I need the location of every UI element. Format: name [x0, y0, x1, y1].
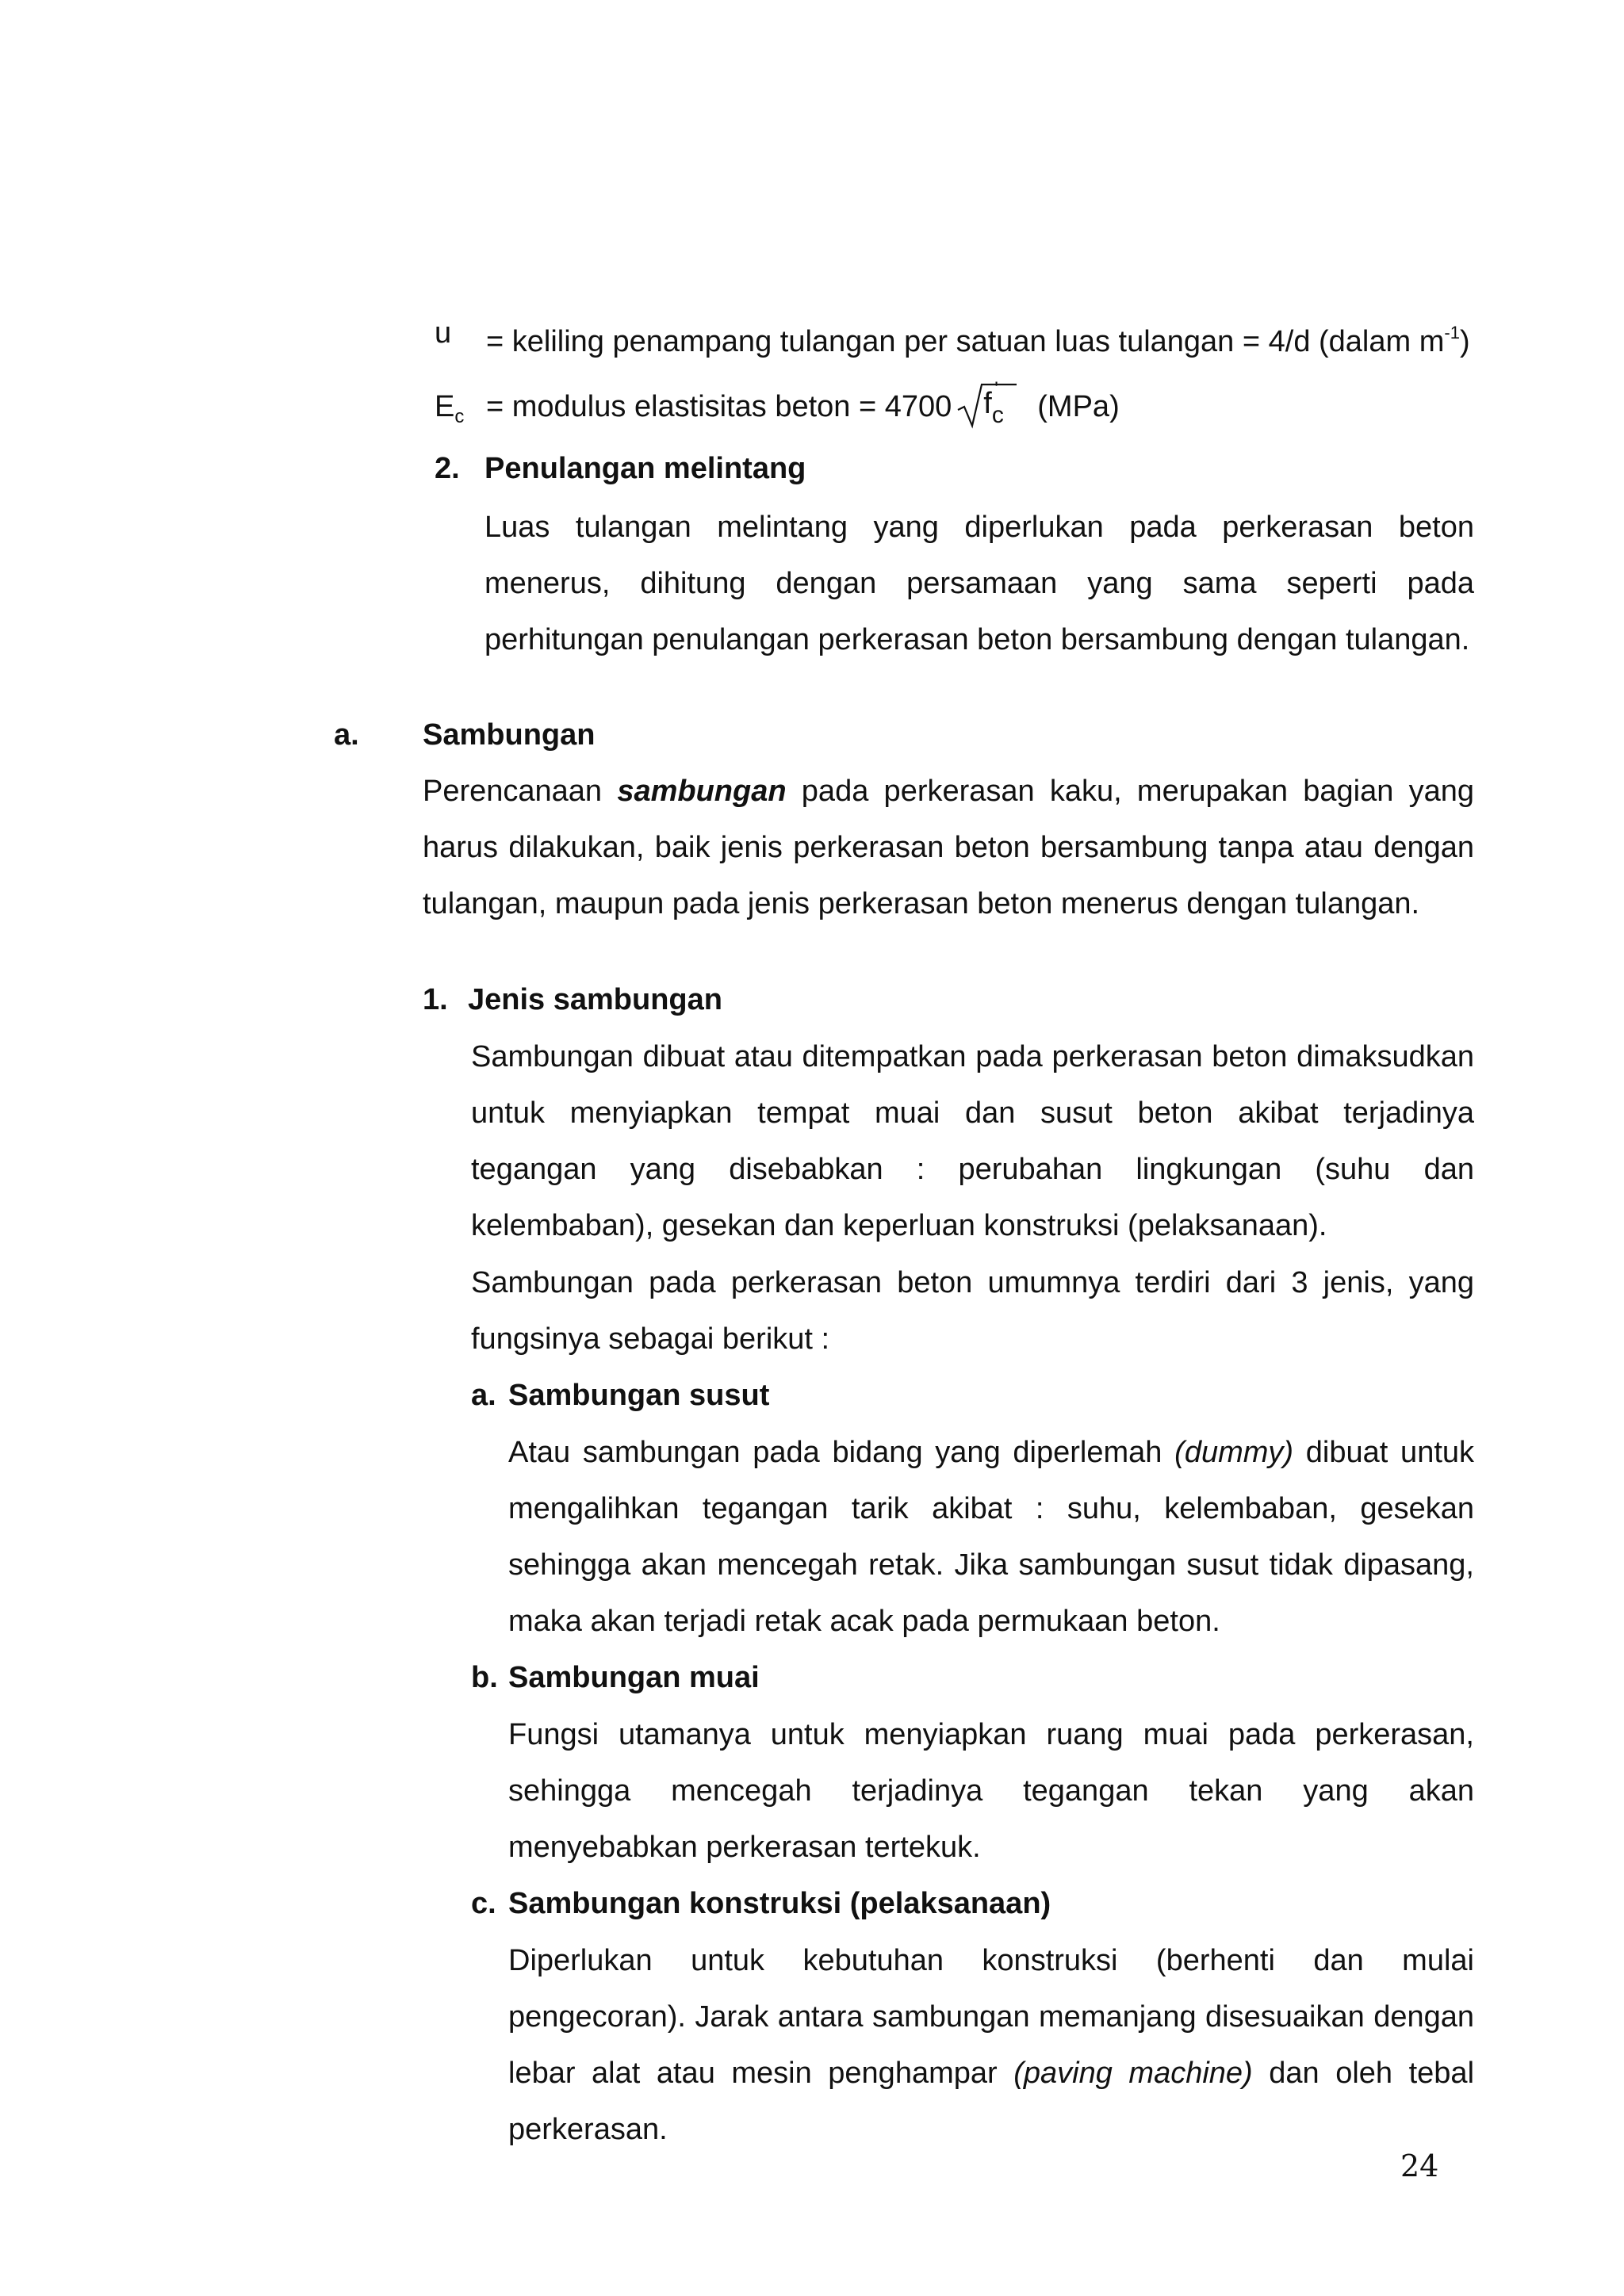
definition-ec-subscript: c	[454, 406, 465, 427]
section-a-paragraph	[423, 763, 1474, 932]
item-b-paragraph: Fungsi utamanya untuk menyiapkan ruang muai pada perkerasan, sehingga mencegah terjadinya tegangan tekan yang akan menyebabkan perkerasan tertekuk.	[508, 1718, 1474, 1864]
item-c-title: Sambungan konstruksi (pelaksanaan)	[508, 1887, 1051, 1920]
item-c-letter: c.	[471, 1887, 496, 1920]
section-a-letter: a.	[334, 718, 359, 752]
item-a-text-before: Atau sambungan pada bidang yang diperlemah	[508, 1436, 1162, 1469]
definition-ec-letter: E	[435, 390, 455, 423]
item-c-emphasis: (paving machine)	[1013, 2057, 1253, 2090]
radicand-letter: f	[983, 387, 992, 420]
section-a-text-before: Perencanaan	[423, 775, 603, 808]
item-a-paragraph	[508, 1425, 1474, 1650]
radicand-prime: '	[994, 378, 998, 400]
section-2-number: 2.	[435, 452, 460, 485]
definition-ec-symbol	[435, 388, 464, 435]
item-b-title: Sambungan muai	[508, 1661, 760, 1694]
definition-ec-body: = modulus elastisitas beton = 4700	[486, 390, 952, 423]
jenis-paragraph-1: Sambungan dibuat atau ditempatkan pada perkerasan beton dimaksudkan untuk menyiapkan tempat muai dan susut beton akibat terjadinya tegangan yang disebabkan : perubahan lingkungan (suhu dan kelembaban), gesekan dan keperluan konstruksi (pelaksanaan).	[471, 1040, 1474, 1242]
square-root-radicand	[983, 388, 1004, 431]
square-root-formula	[955, 378, 1017, 429]
item-a-title: Sambungan susut	[508, 1379, 770, 1412]
definition-u-close: )	[1459, 325, 1470, 358]
page-number: 24	[1400, 2149, 1439, 2183]
section-a-text-after: pada perkerasan kaku, merupakan bagian yang harus dilakukan, baik jenis perkerasan beton bersambung tanpa atau dengan tulangan, maupun pada jenis perkerasan beton menerus dengan tulangan.	[423, 775, 1475, 920]
definition-u-body: = keliling penampang tulangan per satuan luas tulangan = 4/d (dalam m	[486, 325, 1445, 358]
jenis-title: Jenis sambungan	[468, 983, 722, 1016]
item-a-letter: a.	[471, 1379, 496, 1412]
section-2-title: Penulangan melintang	[485, 452, 806, 485]
jenis-number: 1.	[423, 983, 448, 1016]
definition-u-symbol: u	[435, 316, 452, 350]
item-a-text-after: dibuat untuk mengalihkan tegangan tarik akibat : suhu, kelembaban, gesekan sehingga akan mencegah retak. Jika sambungan susut tidak dipasang, maka akan terjadi retak acak pada permukaan beton.	[508, 1436, 1475, 1638]
section-a-emphasis: sambungan	[617, 775, 787, 808]
item-c-paragraph	[508, 1933, 1474, 2158]
item-c-text-after: dan oleh tebal perkerasan.	[508, 2057, 1475, 2146]
definition-u-text	[486, 315, 1470, 360]
item-c-text-before: Diperlukan untuk kebutuhan konstruksi (berhenti dan mulai pengecoran). Jarak antara sambungan memanjang disesuaikan dengan lebar alat atau mesin penghampar	[508, 1944, 1474, 2090]
jenis-paragraph-2: Sambungan pada perkerasan beton umumnya terdiri dari 3 jenis, yang fungsinya sebagai berikut :	[471, 1266, 1474, 1356]
item-a-emphasis: (dummy)	[1174, 1436, 1294, 1469]
definition-u-superscript: -1	[1444, 323, 1460, 342]
definition-ec-unit: (MPa)	[1037, 390, 1120, 423]
definition-ec-text	[486, 378, 1120, 433]
item-b-letter: b.	[471, 1661, 498, 1694]
section-a-title: Sambungan	[423, 718, 596, 752]
section-2-paragraph: Luas tulangan melintang yang diperlukan pada perkerasan beton menerus, dihitung dengan persamaan yang sama seperti pada perhitungan penulangan perkerasan beton bersambung dengan tulangan.	[485, 511, 1474, 656]
radicand-subscript: c	[991, 402, 1004, 428]
